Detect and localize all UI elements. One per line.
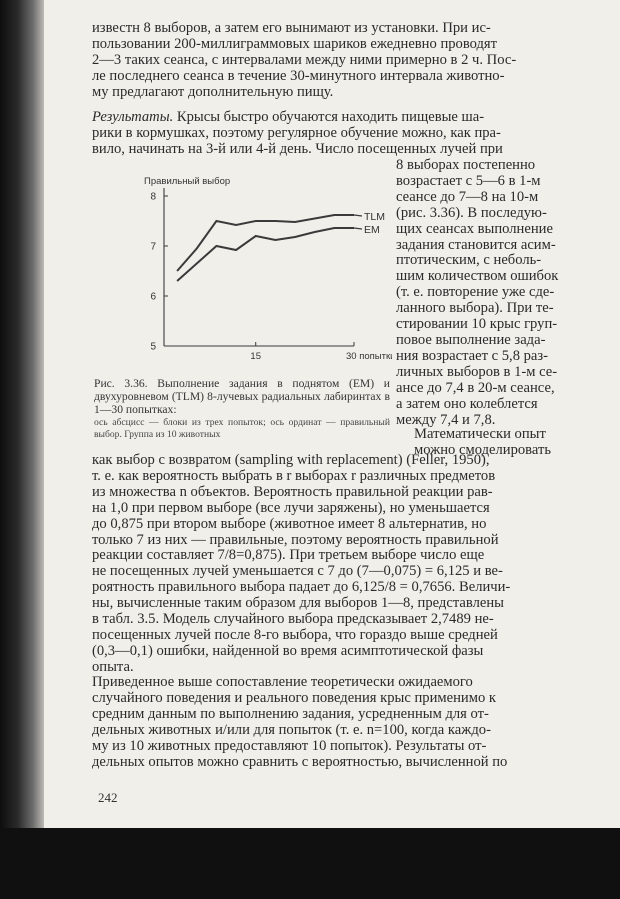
paragraph-4: Приведенное выше сопоставление теоретически ожидаемого случайного поведения и реального поведения крыс применимо к средним данным по выполнению задания, усредненным для от- дельных животных и/или для попыток (т. е. n=100, когда каждо- му из 10 животных предоставляют 10 попыток). Результаты от- дельных опытов можно сравнить с вероятностью, вычисленной по bbox=[92, 674, 508, 770]
figure-caption-detail: ось абсцисс — блоки из трех попыток; ось ординат — правильный выбор. Группа из 10 животных bbox=[94, 417, 390, 440]
side-column-text-2: Математически опыт можно смоделировать bbox=[414, 426, 552, 458]
series-line-em bbox=[177, 228, 354, 281]
series-line-tlm bbox=[177, 215, 354, 271]
side-column-text: 8 выборах постепенно возрастает с 5—6 в 1-м сеансе до 7—8 на 10-м (рис. 3.36). В последую- щих сеансах выполнение задания становится асим- птотическим, с неболь- шим количеством ошибок (т. е. повторение уже сде- ланного выбора). При те- стировании 10 крыс груп- повое выполнение зада- ния возрастает с 5,8 раз- личных выборов в 1-м се- ансе до 7,4 в 20-м сеансе, а затем оно колеблется между 7,4 и 7,8. bbox=[396, 157, 559, 428]
y-tick-label-5: 5 bbox=[150, 341, 156, 353]
paragraph-1: известн 8 выборов, а затем его вынимают из установки. При ис- пользовании 200-миллиграммовых шариков ежедневно проводят 2—3 таких сеанса, с интервалами между ними примерно в 2 ч. Пос- ле последнего сеанса в течение 30-минутного интервала животно- му предлагают дополнительную пищу. bbox=[92, 20, 517, 100]
line-chart bbox=[96, 168, 392, 374]
results-intro: Крысы быстро обучаются находить пищевые ша- рики в кормушках, поэтому регулярное обучение можно, как пра- вило, начинать на 3-й или 4-й день. Число посещенных лучей при bbox=[92, 109, 503, 157]
x-tick-label-15: 15 bbox=[250, 351, 262, 362]
page-number: 242 bbox=[98, 790, 118, 805]
x-tick-label-30: 30 попытки bbox=[346, 351, 392, 362]
y-axis-label: Правильный выбор bbox=[144, 176, 231, 187]
legend-leader-tlm bbox=[354, 215, 362, 216]
book-spine-shadow bbox=[0, 0, 44, 828]
y-tick-label-8: 8 bbox=[150, 191, 156, 203]
paragraph-3: как выбор с возвратом (sampling with replacement) (Feller, 1950), т. е. как вероятность выбрать в r выборах r различных предметов из множества n объектов. Вероятность правильной реакции рав- на 1,0 при первом выборе (все лучи заряжены), но уменьшается до 0,875 при втором выборе (животное имеет 8 альтернатив, но только 7 из них — правильные, поэтому вероятность правильной реакции составляет 7/8=0,875). При третьем выборе число еще не посещенных лучей уменьшается с 7 до (7—0,075) = 6,125 и ве- роятность правильного выбора падает до 6,125/8 = 0,7656. Величи- ны, вычисленные таким образом для выборов 1—8, представлены в табл. 3.5. Модель случайного выбора предсказывает 2,7489 не- посещенных лучей после 8-го выбора, что гораздо выше средней (0,3—0,1) ошибки, найденной во время асимптотической фазы опыта. bbox=[92, 452, 511, 675]
book-page bbox=[44, 0, 620, 828]
y-tick-label-6: 6 bbox=[150, 291, 156, 303]
figure-caption: Рис. 3.36. Выполнение задания в поднятом (ЕМ) и двухуровневом (TLM) 8-лучевых радиальных лабиринтах в 1—30 попытках: bbox=[94, 377, 390, 417]
results-heading: Результаты. bbox=[92, 109, 174, 125]
legend-leader-em bbox=[354, 228, 362, 229]
legend-label-em: EM bbox=[364, 224, 380, 236]
figure-3-36 bbox=[96, 168, 392, 379]
y-tick-label-7: 7 bbox=[150, 241, 156, 253]
scan-bottom-edge bbox=[0, 828, 620, 899]
results-paragraph bbox=[92, 110, 600, 158]
legend-label-tlm: TLM bbox=[364, 211, 385, 223]
